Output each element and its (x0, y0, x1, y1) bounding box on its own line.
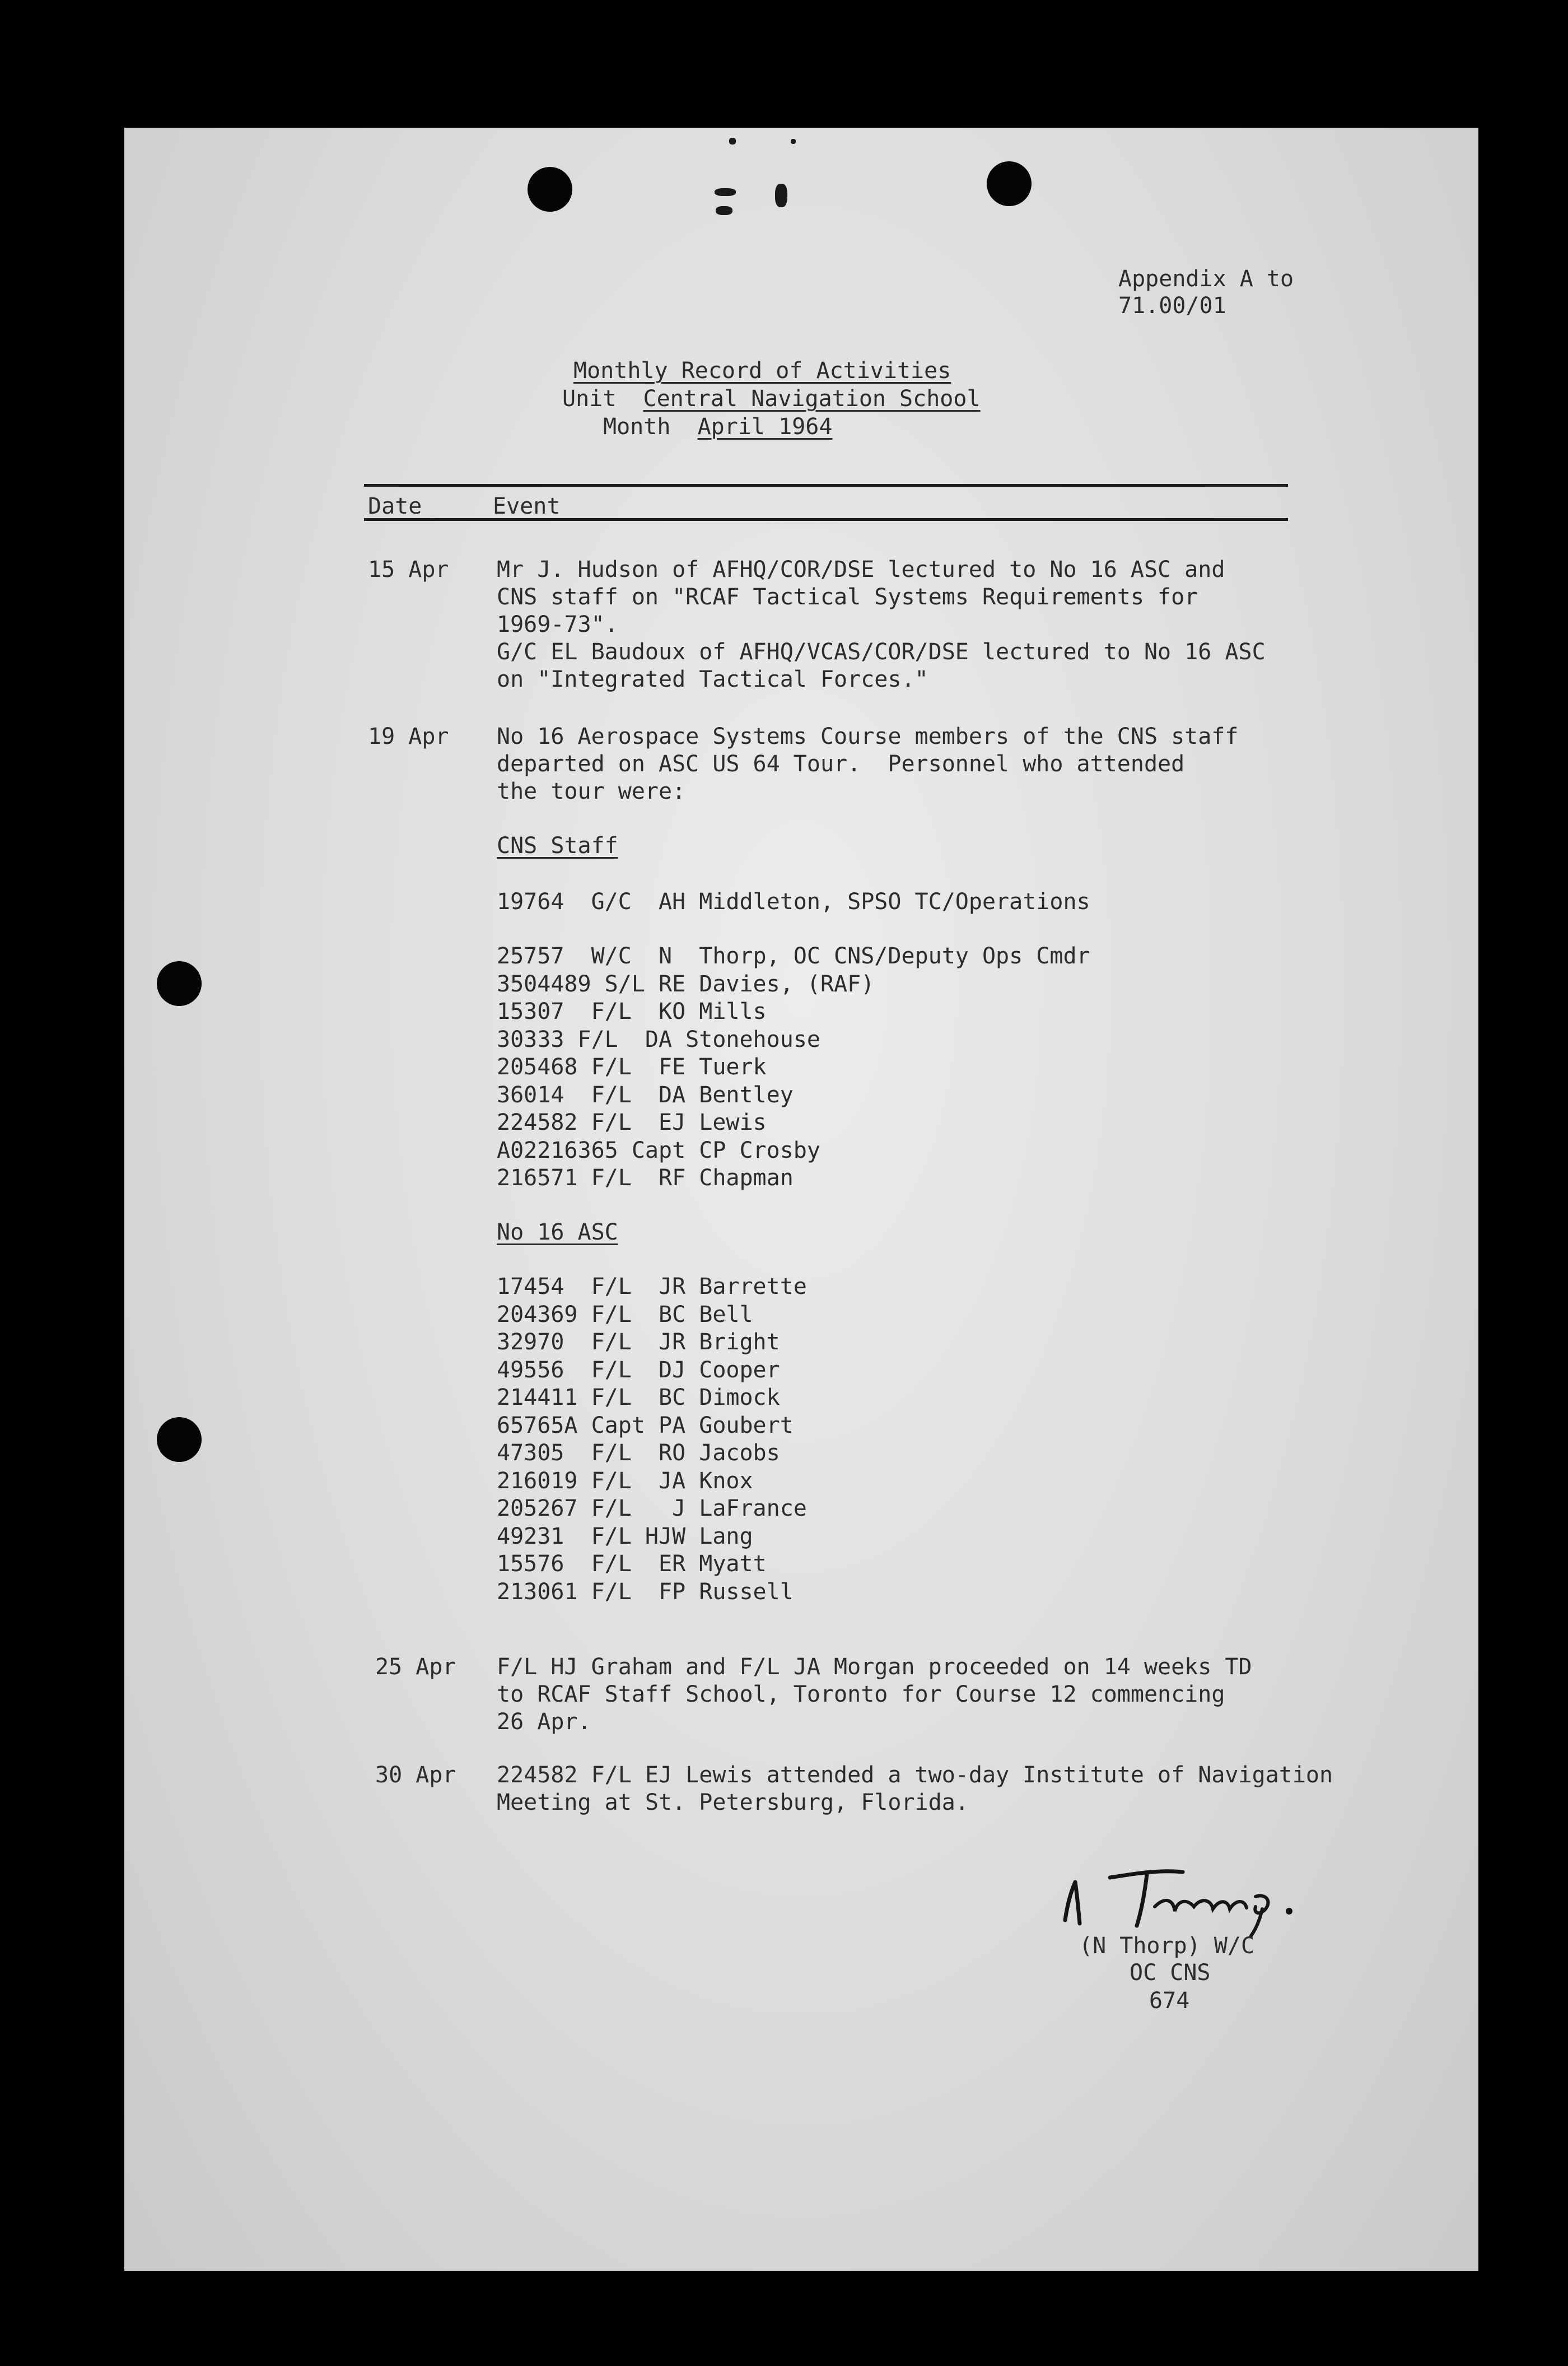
entry-event (497, 556, 1393, 693)
roster-line: 205267 F/L J LaFrance (497, 1496, 807, 1521)
entry-date: 15 Apr (368, 557, 449, 583)
entry-event (497, 1654, 1393, 1736)
signatory-name: (N Thorp) W/C (1079, 1933, 1255, 1959)
roster-line: 30333 F/L DA Stonehouse (497, 1026, 820, 1052)
roster-line: 49556 F/L DJ Cooper (497, 1357, 780, 1383)
cns-staff-heading: CNS Staff (497, 833, 618, 859)
event-line: Meeting at St. Petersburg, Florida. (497, 1790, 969, 1815)
entry-date: 25 Apr (375, 1654, 456, 1680)
appendix-line-2: 71.00/01 (1118, 293, 1226, 319)
signatory-title: OC CNS (1130, 1960, 1211, 1986)
event-line: on "Integrated Tactical Forces." (497, 667, 928, 692)
header-rule-bottom (364, 518, 1288, 521)
cns-staff-roster (497, 943, 1090, 1193)
unit-label: Unit (562, 386, 617, 412)
column-event: Event (493, 493, 561, 519)
roster-line: 65765A Capt PA Goubert (497, 1412, 794, 1438)
event-line: to RCAF Staff School, Toronto for Course 12 commencing (497, 1682, 1225, 1707)
unit-line (562, 385, 981, 413)
paper-mark (729, 138, 736, 145)
punch-hole-side-lower (157, 1417, 202, 1462)
roster-line: 216571 F/L RF Chapman (497, 1165, 794, 1191)
paper-mark (715, 188, 736, 196)
paper-mark (716, 206, 732, 215)
paper-mark (775, 184, 787, 207)
asc-roster (497, 1273, 807, 1606)
paper-mark (791, 139, 796, 144)
roster-line: 224582 F/L EJ Lewis (497, 1110, 767, 1135)
asc-heading: No 16 ASC (497, 1219, 618, 1245)
roster-line: 47305 F/L RO Jacobs (497, 1440, 780, 1466)
month-label: Month (603, 414, 671, 440)
column-date: Date (368, 493, 422, 519)
punch-hole-side-upper (157, 961, 202, 1006)
punch-hole-top-right (987, 161, 1032, 206)
roster-line: 25757 W/C N Thorp, OC CNS/Deputy Ops Cmdr (497, 943, 1090, 969)
roster-line: A02216365 Capt CP Crosby (497, 1137, 820, 1163)
signature-block (1043, 1853, 1345, 1939)
punch-hole-top-left (528, 167, 572, 212)
document-page (124, 128, 1478, 2271)
roster-line: 204369 F/L BC Bell (497, 1301, 753, 1328)
event-line: Mr J. Hudson of AFHQ/COR/DSE lectured to No 16 ASC and (497, 557, 1225, 583)
roster-line: 214411 F/L BC Dimock (497, 1385, 780, 1410)
document-title: Monthly Record of Activities (573, 358, 951, 384)
entry-date: 30 Apr (375, 1762, 456, 1788)
month-value: April 1964 (697, 414, 833, 440)
event-line: 1969-73". (497, 612, 618, 637)
entry-event (497, 1762, 1393, 1817)
appendix-line-1: Appendix A to (1118, 266, 1294, 292)
event-line: 224582 F/L EJ Lewis attended a two-day Institute of Navigation (497, 1762, 1333, 1788)
event-line: CNS staff on "RCAF Tactical Systems Requirements for (497, 584, 1198, 610)
page-number: 674 (1149, 1988, 1190, 2014)
roster-line: 36014 F/L DA Bentley (497, 1082, 794, 1108)
event-line: the tour were: (497, 779, 686, 804)
entry-event (497, 723, 1393, 805)
roster-line: 19764 G/C AH Middleton, SPSO TC/Operations (497, 889, 1090, 915)
month-line (603, 413, 832, 441)
roster-line: 213061 F/L FP Russell (497, 1578, 794, 1605)
handwritten-signature (1043, 1853, 1345, 1937)
roster-line: 216019 F/L JA Knox (497, 1468, 753, 1494)
event-line: G/C EL Baudoux of AFHQ/VCAS/COR/DSE lectured to No 16 ASC (497, 639, 1266, 665)
unit-value: Central Navigation School (643, 386, 981, 412)
event-line: departed on ASC US 64 Tour. Personnel who attended (497, 751, 1185, 777)
event-line: 26 Apr. (497, 1709, 591, 1735)
roster-line: 205468 F/L FE Tuerk (497, 1054, 767, 1080)
roster-line: 15576 F/L ER Myatt (497, 1551, 767, 1577)
event-line: F/L HJ Graham and F/L JA Morgan proceeded on 14 weeks TD (497, 1654, 1252, 1680)
roster-line: 17454 F/L JR Barrette (497, 1274, 807, 1300)
entry-date: 19 Apr (368, 724, 449, 749)
roster-line: 15307 F/L KO Mills (497, 999, 767, 1024)
roster-line: 49231 F/L HJW Lang (497, 1523, 753, 1549)
header-rule-top (364, 484, 1288, 487)
roster-line: 32970 F/L JR Bright (497, 1329, 780, 1355)
event-line: No 16 Aerospace Systems Course members of the CNS staff (497, 724, 1239, 749)
roster-line: 3504489 S/L RE Davies, (RAF) (497, 971, 875, 997)
